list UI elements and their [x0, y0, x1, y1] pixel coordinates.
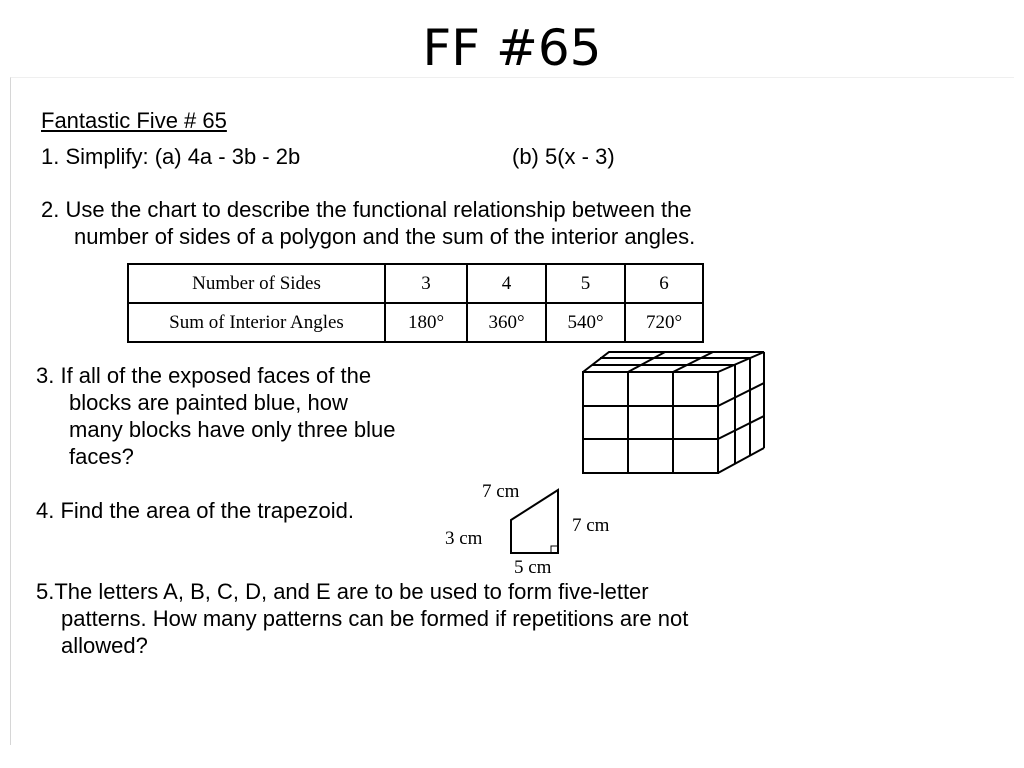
slide-title: FF #65	[422, 19, 602, 77]
question-1b: (b) 5(x - 3)	[512, 144, 615, 169]
table-row	[128, 303, 703, 342]
table-cell: 5	[546, 264, 625, 303]
trapezoid-label-top: 7 cm	[482, 481, 520, 502]
question-1a: 1. Simplify: (a) 4a - 3b - 2b	[41, 144, 301, 169]
question-4: 4. Find the area of the trapezoid.	[36, 498, 354, 523]
question-3-line4: faces?	[69, 444, 134, 469]
question-5-line1: 5.The letters A, B, C, D, and E are to be used to form five-letter	[36, 579, 649, 604]
question-3-line1: 3. If all of the exposed faces of the	[36, 363, 372, 388]
polygon-angles-table	[127, 263, 704, 343]
question-2-line2: number of sides of a polygon and the sum of the interior angles.	[74, 224, 696, 249]
question-3-line3: many blocks have only three blue	[69, 417, 396, 442]
trapezoid-label-left: 3 cm	[445, 528, 483, 549]
table-row	[128, 264, 703, 303]
question-2-line1: 2. Use the chart to describe the functional relationship between the	[41, 197, 692, 222]
trapezoid-label-right: 7 cm	[572, 515, 610, 536]
table-cell: 720°	[625, 303, 703, 342]
trapezoid-label-bottom: 5 cm	[514, 557, 552, 578]
table-cell: 6	[625, 264, 703, 303]
question-5-line2: patterns. How many patterns can be formed if repetitions are not	[61, 606, 689, 631]
table-cell: 540°	[546, 303, 625, 342]
table-row-label: Number of Sides	[128, 264, 385, 303]
table-cell: 180°	[385, 303, 467, 342]
question-5-line3: allowed?	[61, 633, 148, 658]
table-cell: 360°	[467, 303, 546, 342]
table-row-label: Sum of Interior Angles	[128, 303, 385, 342]
question-3-line2: blocks are painted blue, how	[69, 390, 348, 415]
worksheet-heading: Fantastic Five # 65	[41, 108, 227, 133]
table-cell: 4	[467, 264, 546, 303]
table-cell: 3	[385, 264, 467, 303]
